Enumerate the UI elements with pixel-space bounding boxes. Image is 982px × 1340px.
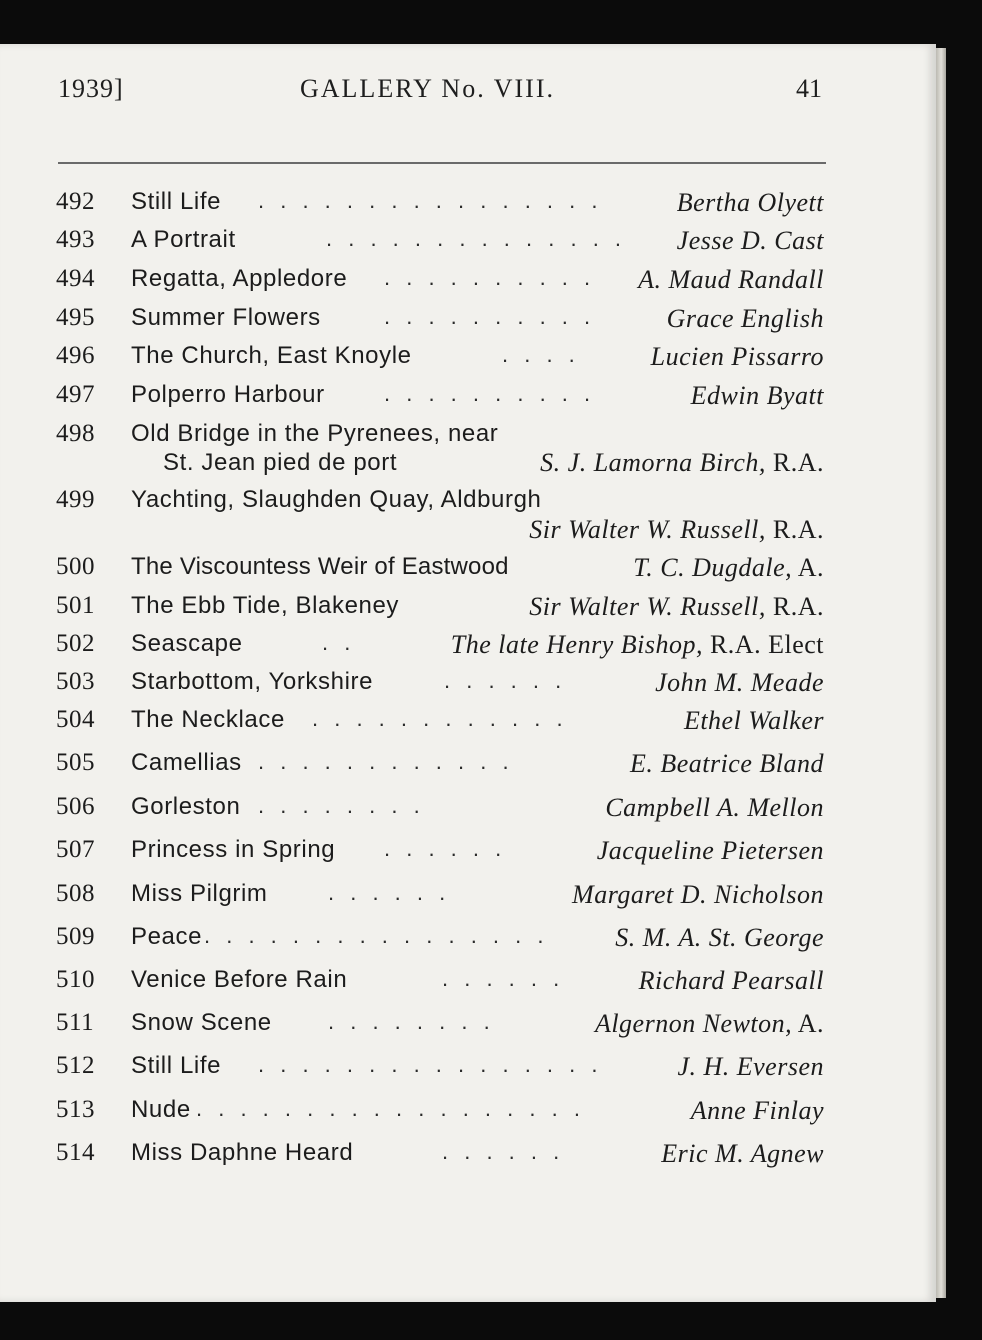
entry-title: Still Life xyxy=(131,1052,222,1079)
dot-leader: . . . . . . xyxy=(442,1139,565,1164)
entry-title: Seascape xyxy=(131,630,243,657)
entry-title: Miss Daphne Heard xyxy=(131,1139,354,1166)
dot-leader: . . . . . . . . xyxy=(258,793,425,818)
header-rule xyxy=(58,162,826,164)
entry-number: 498 xyxy=(56,420,95,447)
entry-title: Polperro Harbour xyxy=(131,381,325,408)
entry-title: The Viscountess Weir of Eastwood xyxy=(131,553,509,580)
entry-number: 502 xyxy=(56,630,95,657)
entry-title: The Church, East Knoyle xyxy=(131,342,412,369)
entry-artist: Anne Finlay xyxy=(690,1096,824,1125)
entry-artist: Jesse D. Cast xyxy=(676,226,824,255)
entry-number: 513 xyxy=(56,1096,95,1123)
entry-number: 511 xyxy=(56,1009,95,1036)
dot-leader: . . . . . . . . xyxy=(328,1009,495,1034)
entry-number: 505 xyxy=(56,749,95,776)
entry-title: Gorleston xyxy=(131,793,241,820)
entry-artist: J. H. Eversen xyxy=(677,1052,824,1081)
entry-title: Starbottom, Yorkshire xyxy=(131,668,374,695)
entry-number: 506 xyxy=(56,793,95,820)
entry-artist: John M. Meade xyxy=(655,668,824,697)
entry-artist: S. J. Lamorna Birch, R.A. xyxy=(540,448,824,477)
entry-title: Venice Before Rain xyxy=(131,966,348,993)
entry-number: 507 xyxy=(56,836,95,863)
entry-artist: Jacqueline Pietersen xyxy=(596,836,824,865)
dot-leader: . . . . . . . . . . . . . . . . xyxy=(258,188,603,213)
entry-title: A Portrait xyxy=(131,226,236,253)
year-label: 1939] xyxy=(58,74,124,103)
dot-leader: . . . . . . . . . . xyxy=(384,304,596,329)
entry-title: Nude xyxy=(131,1096,191,1123)
entry-number: 497 xyxy=(56,381,95,408)
entry-title: Old Bridge in the Pyrenees, near xyxy=(131,420,499,447)
dot-leader: . . . . . . . . . . . . . . . . xyxy=(204,923,549,948)
entry-number: 492 xyxy=(56,188,95,215)
entry-number: 503 xyxy=(56,668,95,695)
entry-artist: S. M. A. St. George xyxy=(615,923,824,952)
entry-title: The Necklace xyxy=(131,706,285,733)
entry-title: Peace xyxy=(131,923,203,950)
entry-artist: E. Beatrice Bland xyxy=(629,749,824,778)
entry-artist: Edwin Byatt xyxy=(690,381,824,410)
dot-leader: . . . . . . . . . . . . . . xyxy=(326,226,627,251)
entry-number: 504 xyxy=(56,706,95,733)
running-head xyxy=(0,74,936,114)
entry-title: Summer Flowers xyxy=(131,304,321,331)
entry-title: Camellias xyxy=(131,749,242,776)
dot-leader: . . . . . . . . . . . . . . . . xyxy=(258,1052,603,1077)
entry-title-continuation: St. Jean pied de port xyxy=(163,449,398,476)
gallery-title: GALLERY No. VIII. xyxy=(300,74,555,103)
entry-artist: Sir Walter W. Russell, R.A. xyxy=(529,592,824,621)
entry-artist: The late Henry Bishop, R.A. Elect xyxy=(450,630,824,659)
entry-number: 510 xyxy=(56,966,95,993)
dot-leader: . . . . . . . . . . xyxy=(384,381,596,406)
dot-leader: . . . . . . xyxy=(444,668,567,693)
entry-title: Still Life xyxy=(131,188,222,215)
entry-number: 496 xyxy=(56,342,95,369)
dot-leader: . . . . . . . . . . xyxy=(384,265,596,290)
entry-artist: Margaret D. Nicholson xyxy=(572,880,824,909)
entry-number: 500 xyxy=(56,553,95,580)
dot-leader: . . . . . . xyxy=(328,880,451,905)
entry-number: 499 xyxy=(56,486,95,513)
entry-number: 512 xyxy=(56,1052,95,1079)
entry-artist: Bertha Olyett xyxy=(676,188,824,217)
entry-title: Regatta, Appledore xyxy=(131,265,348,292)
entry-number: 493 xyxy=(56,226,95,253)
entry-artist: Sir Walter W. Russell, R.A. xyxy=(529,515,824,544)
dot-leader: . . xyxy=(322,630,356,655)
entry-artist: Campbell A. Mellon xyxy=(605,793,824,822)
dot-leader: . . . . . . . . . . . . xyxy=(258,749,514,774)
entry-title: Miss Pilgrim xyxy=(131,880,268,907)
entry-number: 509 xyxy=(56,923,95,950)
entry-title: Princess in Spring xyxy=(131,836,336,863)
entry-number: 501 xyxy=(56,592,95,619)
entry-artist: Eric M. Agnew xyxy=(661,1139,824,1168)
entry-artist: Ethel Walker xyxy=(683,706,824,735)
entry-artist: A. Maud Randall xyxy=(638,265,824,294)
entry-number: 494 xyxy=(56,265,95,292)
entry-number: 508 xyxy=(56,880,95,907)
dot-leader: . . . . . . xyxy=(442,966,565,991)
dot-leader: . . . . xyxy=(502,342,580,367)
entry-artist: T. C. Dugdale, A. xyxy=(633,553,824,582)
dot-leader: . . . . . . xyxy=(384,836,507,861)
entry-artist: Lucien Pissarro xyxy=(650,342,824,371)
entry-title: Snow Scene xyxy=(131,1009,272,1036)
dot-leader: . . . . . . . . . . . . xyxy=(312,706,568,731)
entry-artist: Grace English xyxy=(666,304,824,333)
entry-artist: Algernon Newton, A. xyxy=(594,1009,824,1038)
entry-number: 495 xyxy=(56,304,95,331)
page-number: 41 xyxy=(796,74,822,103)
entry-title: The Ebb Tide, Blakeney xyxy=(131,592,400,619)
entry-number: 514 xyxy=(56,1139,95,1166)
entry-title: Yachting, Slaughden Quay, Aldburgh xyxy=(131,486,542,513)
dot-leader: . . . . . . . . . . . . . . . . . . xyxy=(196,1096,585,1121)
entry-artist: Richard Pearsall xyxy=(638,966,824,995)
